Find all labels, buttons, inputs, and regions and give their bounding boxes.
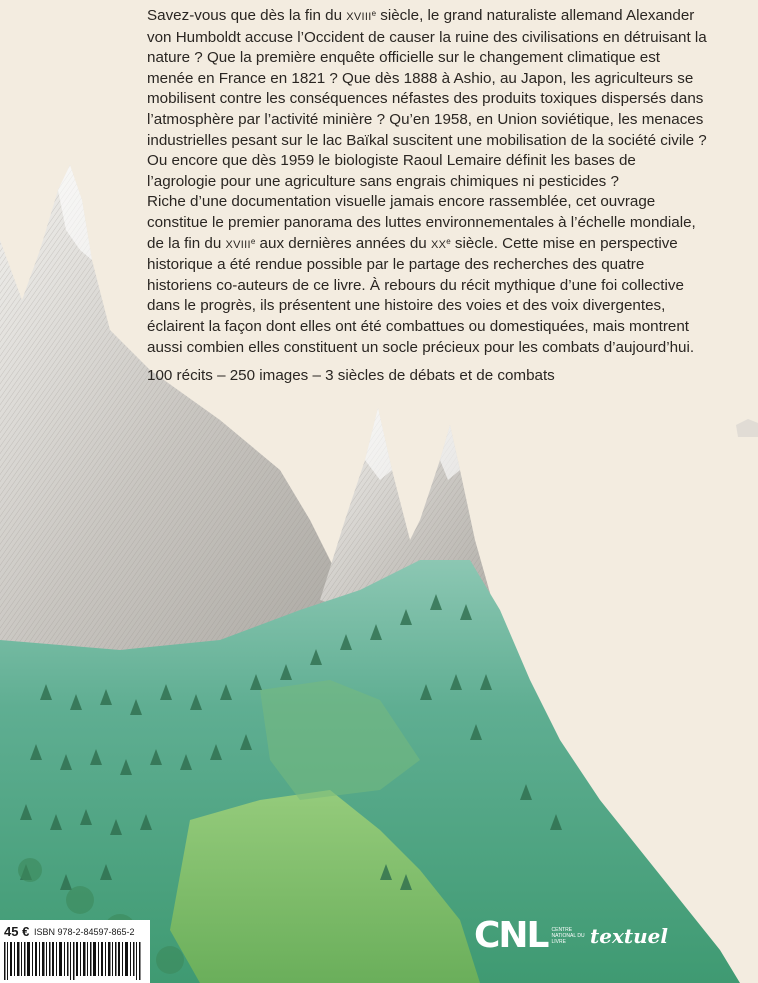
cnl-logo: CNL CENTRE NATIONAL DU LIVRE xyxy=(474,915,585,956)
price: 45 € xyxy=(4,924,30,939)
blurb-paragraph-1: Savez-vous que dès la fin du XVIIIe siècle, le grand naturaliste allemand Alexander von Humboldt accuse l’Occident de causer la ruine des civilisations en détruisant la nature ? Que la première enquête officielle sur le changement climatique est menée en France en 1821 ? Que dès 1888 à Ashio, au Japon, les agriculteurs se mobilisent contre les conséquences néfastes des produits toxiques dispersés dans l’atmosphère par l’activité minière ? Qu’en 1958, en Union soviétique, les menaces industrielles pesant sur le lac Baïkal suscitent une mobilisation de la société civile ? Ou encore que dès 1959 le biologiste Raoul Lemaire définit les bases de l’agrologie pour une agriculture sans engrais chimiques ni pesticides ? xyxy=(147,7,707,190)
isbn: ISBN 978-2-84597-865-2 xyxy=(34,927,135,937)
publisher-logo: textuel xyxy=(590,924,668,948)
back-cover-blurb xyxy=(147,6,707,387)
tagline: 100 récits – 250 images – 3 siècles de débats et de combats xyxy=(147,367,555,385)
blurb-paragraph-2: Riche d’une documentation visuelle jamais encore rassemblée, cet ouvrage constitue le premier panorama des luttes environnementales à l’échelle mondiale, de la fin du XVIIIe aux dernières années du XXe siècle. Cette mise en perspective historique a été rendue possible par le partage des recherches des quatre historiens co-auteurs de ce livre. À rebours du récit mythique d’une foi collective dans le progrès, ils présentent une histoire des voies et des voix divergentes, éclairent la façon dont elles ont été combattues ou domestiquées, mais montrent aussi combien elles constituent un socle précieux pour les combats d’aujourd’hui. xyxy=(147,193,696,356)
barcode-icon xyxy=(4,942,144,980)
